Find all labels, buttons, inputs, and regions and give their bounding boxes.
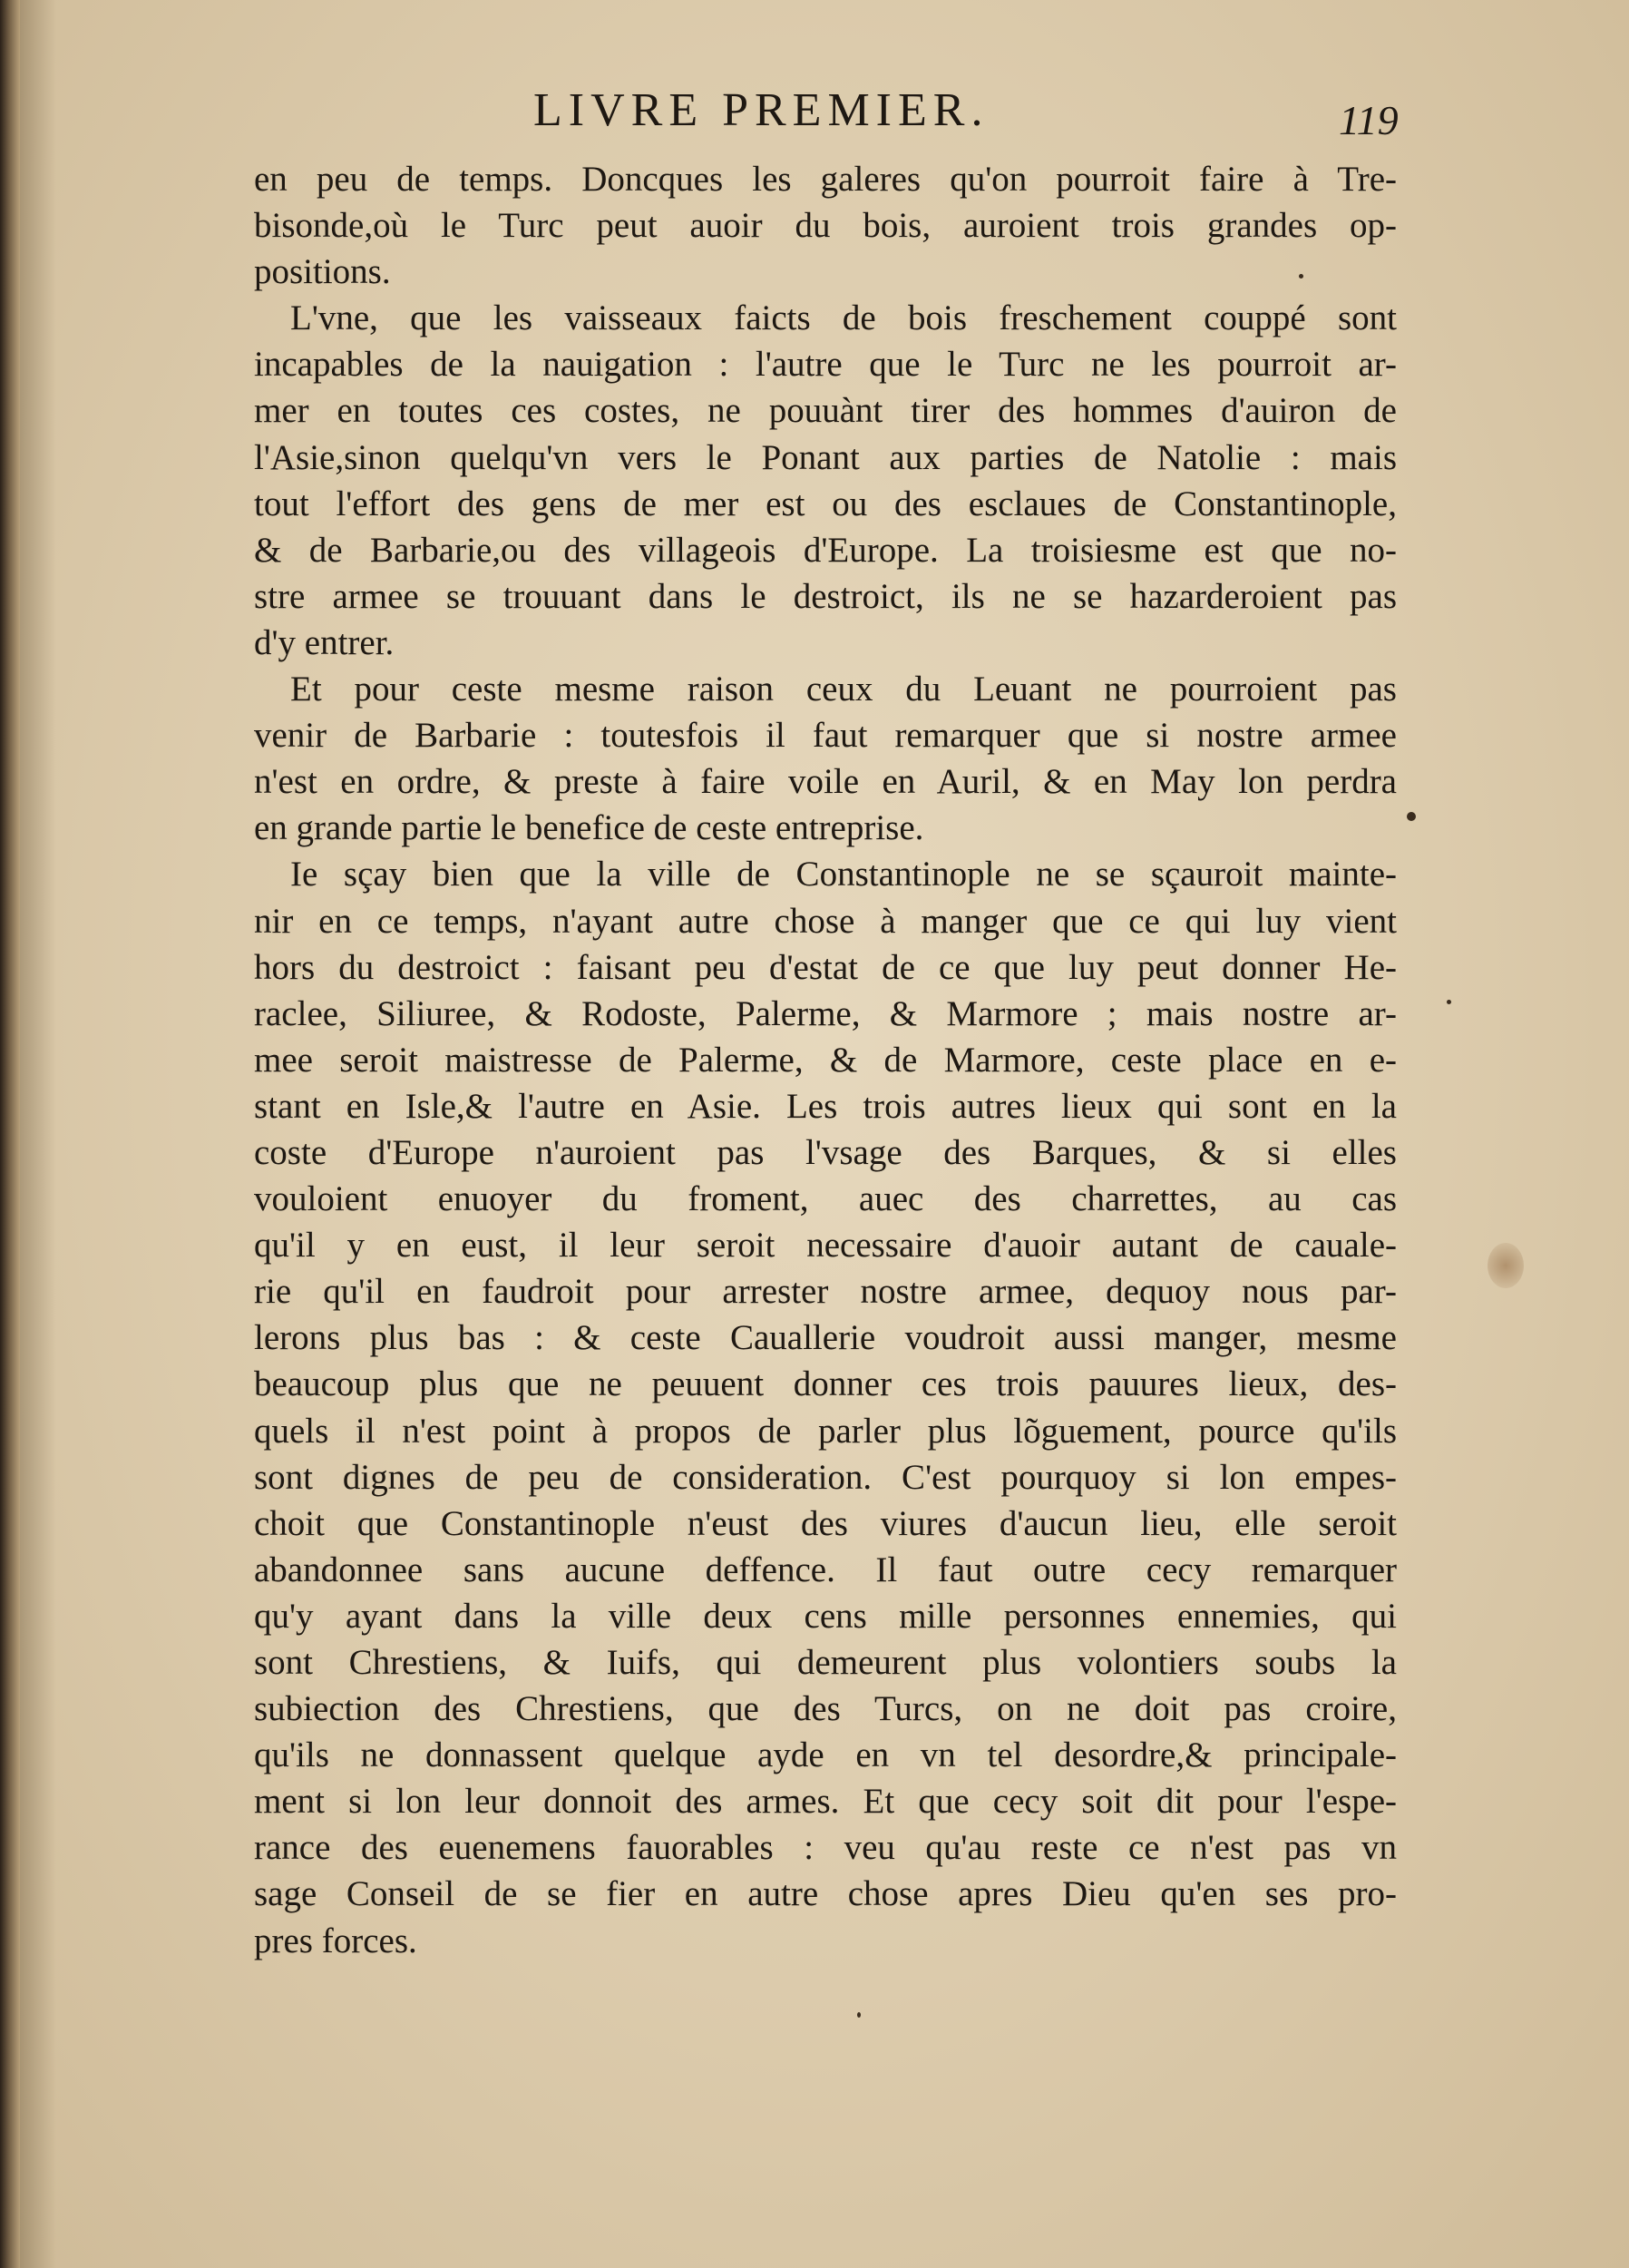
text-line: qu'ils ne donnassent quelque ayde en vn tel desordre,& principale- bbox=[254, 1735, 1397, 1775]
text-line: qu'y ayant dans la ville deux cens mille personnes ennemies, qui bbox=[254, 1596, 1397, 1636]
text-line: l'Asie,sinon quelqu'vn vers le Ponant aux parties de Natolie : mais bbox=[254, 437, 1397, 477]
text-line: Et pour ceste mesme raison ceux du Leuant ne pourroient pas bbox=[290, 670, 1397, 709]
text-line: rance des euenemens fauorables : veu qu'au reste ce n'est pas vn bbox=[254, 1828, 1397, 1868]
text-line: raclee, Siliuree, & Rodoste, Palerme, & Marmore ; mais nostre ar- bbox=[254, 993, 1397, 1033]
text-line: sont dignes de peu de consideration. C'est pourquoy si lon empes- bbox=[254, 1457, 1397, 1497]
text-line: mer en toutes ces costes, ne pouuànt tirer des hommes d'auiron de bbox=[254, 391, 1397, 431]
text-line: n'est en ordre, & preste à faire voile en Auril, & en May lon perdra bbox=[254, 762, 1397, 802]
running-head bbox=[0, 83, 1629, 147]
ink-speck bbox=[1299, 274, 1303, 279]
body-text bbox=[254, 156, 1397, 1964]
text-line: bisonde,où le Turc peut auoir du bois, auroient trois grandes op- bbox=[254, 206, 1397, 246]
page-number: 119 bbox=[1339, 97, 1399, 143]
paper-stain bbox=[1488, 1243, 1524, 1288]
ink-speck bbox=[857, 2012, 861, 2018]
text-line: sage Conseil de se fier en autre chose apres Dieu qu'en ses pro- bbox=[254, 1874, 1397, 1914]
text-line: venir de Barbarie : toutesfois il faut remarquer que si nostre armee bbox=[254, 716, 1397, 756]
text-line: pres forces. bbox=[254, 1921, 417, 1960]
text-line: coste d'Europe n'auroient pas l'vsage des Barques, & si elles bbox=[254, 1132, 1397, 1172]
text-line: d'y entrer. bbox=[254, 622, 395, 662]
text-line: Ie sçay bien que la ville de Constantinople ne se sçauroit mainte- bbox=[290, 855, 1397, 894]
text-line: incapables de la nauigation : l'autre que le Turc ne les pourroit ar- bbox=[254, 345, 1397, 385]
text-line: stant en Isle,& l'autre en Asie. Les trois autres lieux qui sont en la bbox=[254, 1086, 1397, 1126]
text-line: en grande partie le benefice de ceste entreprise. bbox=[254, 808, 924, 848]
text-line: stre armee se trouuant dans le destroict, ils ne se hazarderoient pas bbox=[254, 576, 1397, 616]
text-line: lerons plus bas : & ceste Cauallerie voudroit aussi manger, mesme bbox=[254, 1318, 1397, 1358]
text-line: positions. bbox=[254, 252, 391, 292]
text-line: qu'il y en eust, il leur seroit necessaire d'auoir autant de cauale- bbox=[254, 1226, 1397, 1266]
text-line: en peu de temps. Doncques les galeres qu'on pourroit faire à Tre- bbox=[254, 160, 1397, 199]
running-head-title: LIVRE PREMIER. bbox=[533, 84, 990, 136]
binding-shadow bbox=[20, 0, 56, 2268]
text-line: ment si lon leur donnoit des armes. Et que cecy soit dit pour l'espe- bbox=[254, 1782, 1397, 1822]
ink-speck bbox=[1407, 812, 1416, 821]
page-gutter bbox=[0, 0, 20, 2268]
text-line: hors du destroict : faisant peu d'estat de ce que luy peut donner He- bbox=[254, 947, 1397, 987]
text-line: beaucoup plus que ne peuuent donner ces trois pauures lieux, des- bbox=[254, 1364, 1397, 1404]
text-line: quels il n'est point à propos de parler plus lõguement, pource qu'ils bbox=[254, 1411, 1397, 1451]
text-line: L'vne, que les vaisseaux faicts de bois freschement couppé sont bbox=[290, 298, 1397, 338]
text-line: abandonnee sans aucune deffence. Il faut outre cecy remarquer bbox=[254, 1549, 1397, 1589]
text-line: vouloient enuoyer du froment, auec des charrettes, au cas bbox=[254, 1179, 1397, 1219]
text-line: sont Chrestiens, & Iuifs, qui demeurent plus volontiers soubs la bbox=[254, 1643, 1397, 1682]
text-line: mee seroit maistresse de Palerme, & de Marmore, ceste place en e- bbox=[254, 1040, 1397, 1080]
text-line: rie qu'il en faudroit pour arrester nostre armee, dequoy nous par- bbox=[254, 1272, 1397, 1312]
text-line: & de Barbarie,ou des villageois d'Europe. La troisiesme est que no- bbox=[254, 530, 1397, 570]
text-line: tout l'effort des gens de mer est ou des esclaues de Constantinople, bbox=[254, 484, 1397, 523]
text-line: subiection des Chrestiens, que des Turcs, on ne doit pas croire, bbox=[254, 1689, 1397, 1729]
ink-speck bbox=[1447, 1000, 1451, 1004]
text-line: choit que Constantinople n'eust des viures d'aucun lieu, elle seroit bbox=[254, 1503, 1397, 1543]
text-line: nir en ce temps, n'ayant autre chose à manger que ce qui luy vient bbox=[254, 901, 1397, 941]
